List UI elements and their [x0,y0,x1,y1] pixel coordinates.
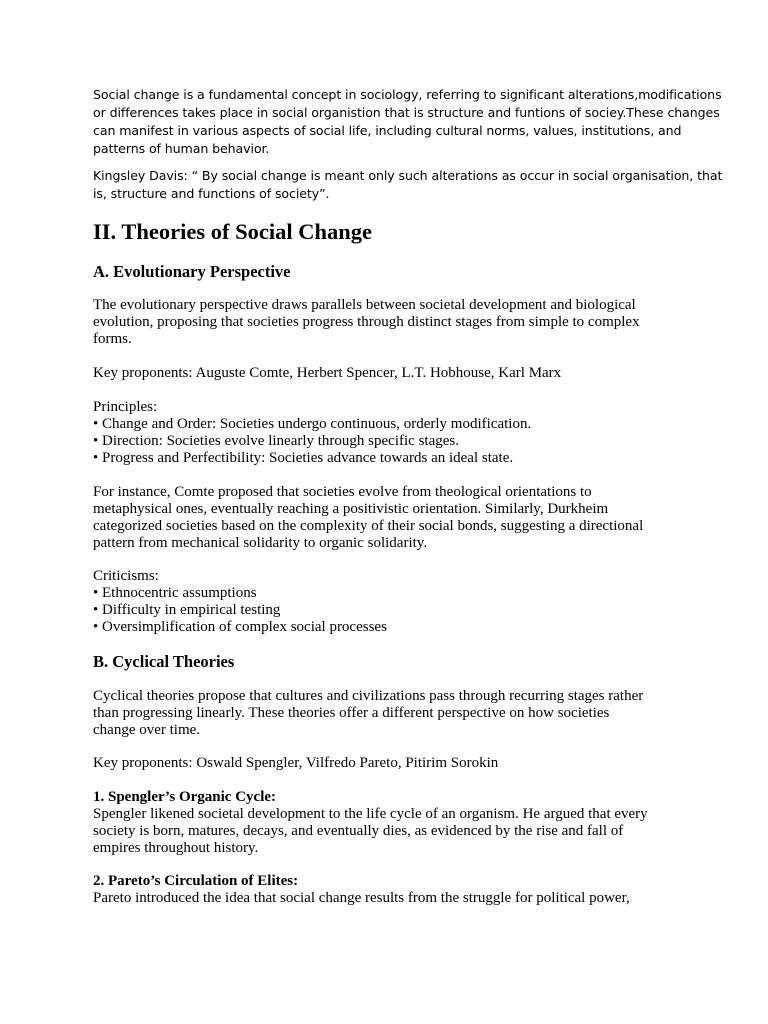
pareto-line: Pareto introduced the idea that social change results from the struggle for political power, [93,890,630,906]
evolutionary-heading: A. Evolutionary Perspective [93,262,291,281]
spengler-section [93,789,683,857]
cyclical-desc-line: change over time. [93,722,201,738]
example-line: pattern from mechanical solidarity to organic solidarity. [93,535,428,551]
criticism-item: • Ethnocentric assumptions [93,585,257,601]
criticism-item: • Oversimplification of complex social processes [93,619,387,635]
spengler-line: Spengler likened societal development to the life cycle of an organism. He argued that every [93,806,648,822]
spengler-line: society is born, matures, decays, and eventually dies, as evidenced by the rise and fall of [93,823,624,839]
principles-list [93,399,683,467]
quote-paragraph [93,167,723,203]
proponents-line: Key proponents: Auguste Comte, Herbert Spencer, L.T. Hobhouse, Karl Marx [93,365,562,381]
intro-paragraph [93,86,722,158]
evolutionary-desc-line: forms. [93,331,132,347]
principle-item: • Direction: Societies evolve linearly through specific stages. [93,433,459,449]
cyclical-description [93,688,683,739]
evolutionary-description [93,297,683,348]
quote-line: is, structure and functions of society”. [93,186,330,201]
evolutionary-example [93,484,683,552]
intro-line: can manifest in various aspects of social life, including cultural norms, values, institutions, and [93,123,682,138]
principle-item: • Change and Order: Societies undergo continuous, orderly modification. [93,416,532,432]
criticisms-label: Criticisms: [93,568,159,584]
quote-line: Kingsley Davis: “ By social change is meant only such alterations as occur in social organisation, that [93,168,723,183]
evolutionary-desc-line: The evolutionary perspective draws parallels between societal development and biological [93,297,636,313]
spengler-title: 1. Spengler’s Organic Cycle: [93,789,277,805]
proponents-line: Key proponents: Oswald Spengler, Vilfredo Pareto, Pitirim Sorokin [93,755,499,771]
cyclical-heading: B. Cyclical Theories [93,652,235,671]
principle-item: • Progress and Perfectibility: Societies advance towards an ideal state. [93,450,514,466]
criticisms-list [93,568,683,636]
intro-line: patterns of human behavior. [93,141,270,156]
pareto-section [93,873,683,907]
example-line: metaphysical ones, eventually reaching a positivistic orientation. Similarly, Durkheim [93,501,609,517]
example-line: For instance, Comte proposed that societies evolve from theological orientations to [93,484,592,500]
principles-label: Principles: [93,399,158,415]
example-line: categorized societies based on the complexity of their social bonds, suggesting a directional [93,518,644,534]
cyclical-proponents [93,755,683,772]
cyclical-desc-line: than progressing linearly. These theories offer a different perspective on how societies [93,705,610,721]
criticism-item: • Difficulty in empirical testing [93,602,281,618]
pareto-title: 2. Pareto’s Circulation of Elites: [93,873,299,889]
intro-line: or differences takes place in social organistion that is structure and funtions of sociey.These changes [93,105,720,120]
spengler-line: empires throughout history. [93,840,259,856]
intro-line: Social change is a fundamental concept in sociology, referring to significant alterations,modifications [93,87,722,102]
evolutionary-desc-line: evolution, proposing that societies progress through distinct stages from simple to complex [93,314,640,330]
evolutionary-proponents [93,365,683,382]
section-title: II. Theories of Social Change [93,219,372,244]
cyclical-desc-line: Cyclical theories propose that cultures and civilizations pass through recurring stages rather [93,688,644,704]
